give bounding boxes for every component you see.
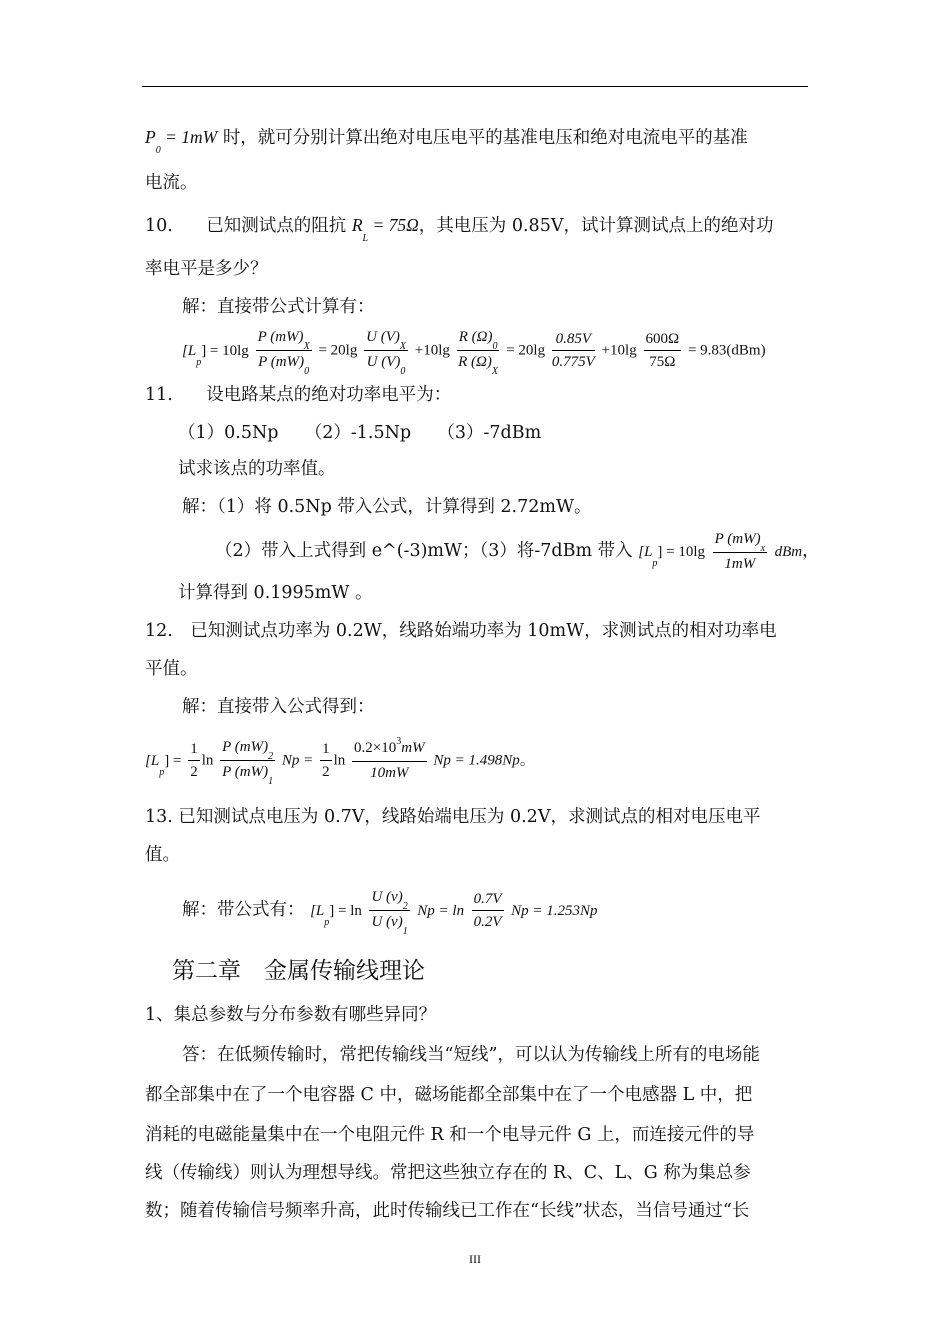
answer-line: 数；随着传输信号频率升高，此时传输线已工作在“长线”状态，当信号通过“长 [145, 1201, 750, 1221]
question-11: 11. 设电路某点的绝对功率电平为： [145, 385, 452, 405]
text-line: $P_0 = 1mW$ 时，就可分别计算出绝对电压电平的基准电压和绝对电流电平的基准 [145, 127, 748, 156]
header-rule [142, 86, 808, 87]
question-12: 12. 已知测试点功率为 0.2W，线路始端功率为 10mW，求测试点的相对功率电 [145, 621, 777, 641]
answer-line: 线（传输线）则认为理想导线。常把这些独立存在的 R、C、L、G 称为集总参 [145, 1163, 751, 1183]
text-line: 率电平是多少？ [145, 259, 268, 279]
text-line: 解：（1）将 0.5Np 带入公式，计算得到 2.72mW。 [182, 497, 592, 517]
answer-line: 消耗的电磁能量集中在一个电阻元件 R 和一个电导元件 G 上，而连接元件的导 [145, 1125, 755, 1145]
text-line: 值。 [145, 845, 180, 865]
page-number: III [469, 1252, 481, 1266]
text-line: 计算得到 0.1995mW 。 [178, 583, 373, 603]
solution-label: 解：直接带入公式得到： [182, 697, 375, 717]
chapter-heading: 第二章 金属传输线理论 [172, 958, 425, 984]
question-10: 10. 已知测试点的阻抗 $R_L = 75\Omega$，其电压为 0.85V，试计算测试点上的绝对功 [145, 215, 774, 244]
question-13: 13. 已知测试点电压为 0.7V，线路始端电压为 0.2V，求测试点的相对电压电平 [145, 807, 761, 827]
solution-label: 解：直接带公式计算有： [182, 297, 375, 317]
equation-q12: $[L_p]$ = $\frac{1}{2}$ ln $\frac{P (mW)_2}{P (mW)_1}$ Np = $\frac{1}{2}$ ln $\frac{0.2\times 10^3mW}{10mW}$ Np = 1.498Np。 [145, 736, 535, 787]
question-1: 1、集总参数与分布参数有哪些异同？ [145, 1005, 437, 1025]
equation-q13: 解：带公式有： $[L_p] = \ln$ $\frac{U (v)_2}{U (v)_1}$ Np = ln $\frac{0.7V}{0.2V}$ Np = 1.253Np [182, 886, 598, 935]
text-line: 电流。 [145, 173, 198, 193]
answer-line: 都全部集中在了一个电容器 C 中，磁场能都全部集中在了一个电感器 L 中，把 [145, 1085, 753, 1105]
text-line: 试求该点的功率值。 [178, 459, 336, 479]
text-line: （1）0.5Np （2）-1.5Np （3）-7dBm [178, 423, 542, 443]
math-p0: $P_0 = 1mW$ [145, 127, 218, 156]
text-line: （2）带入上式得到 e^(-3)mW；（3）将-7dBm 带入 $[L_p] = 10\lg$ $\frac{P (mW)_x}{1mW}$ dBm， [215, 528, 820, 575]
text-line: 平值。 [145, 659, 198, 679]
equation-q10: $[L_p] = 10\lg$ $\frac{P (mW)_X}{P (mW)_0}$ = 20lg $\frac{U (V)_X}{U (V)_0}$ +10lg $\frac{R (\Omega)_0}{R (\Omega)_X}$ = 20lg $\frac{0.85V}{0.775V}$ +10lg $\frac{600\Omega}{75\Omega}$ = 9.83(dBm) [182, 326, 766, 375]
answer-line: 答：在低频传输时，常把传输线当“短线”，可以认为传输线上所有的电场能 [182, 1045, 760, 1065]
